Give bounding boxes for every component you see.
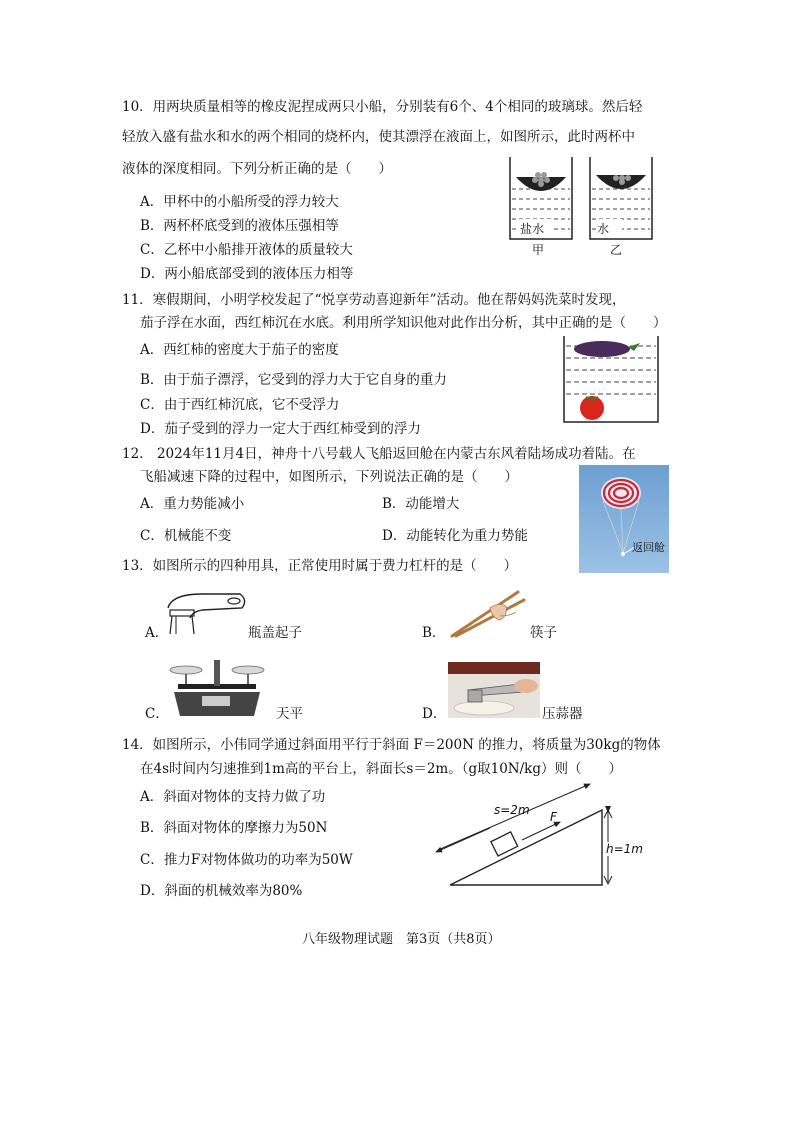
q14-label-force: F bbox=[550, 810, 557, 824]
q10-option-a: A．甲杯中的小船所受的浮力较大 bbox=[140, 194, 339, 210]
page-footer: 八年级物理试题 第3页（共8页） bbox=[302, 932, 501, 947]
q10-stem-line3: 液体的深度相同。下列分析正确的是（ ） bbox=[122, 161, 392, 177]
q11-stem-line1: 11．寒假期间，小明学校发起了“悦享劳动喜迎新年”活动。他在帮妈妈洗菜时发现， bbox=[122, 292, 626, 308]
q14-option-c: C．推力F对物体做功的功率为50W bbox=[140, 852, 353, 868]
q10-option-d: D．两小船底部受到的液体压力相等 bbox=[140, 266, 354, 282]
q11-option-d: D．茄子受到的浮力一定大于西红柿受到的浮力 bbox=[140, 421, 421, 437]
q10-stem-line2: 轻放入盛有盐水和水的两个相同的烧杯内，使其漂浮在液面上，如图所示，此时两杯中 bbox=[122, 129, 635, 145]
q10-option-b: B．两杯杯底受到的液体压强相等 bbox=[140, 218, 339, 234]
eggplant-icon bbox=[574, 341, 630, 357]
q13-option-c-name: 天平 bbox=[276, 706, 303, 722]
q11-option-a: A．西红柿的密度大于茄子的密度 bbox=[140, 342, 339, 358]
q13-garlic-press-icon bbox=[448, 662, 540, 718]
q11-option-c: C．由于西红柿沉底，它不受浮力 bbox=[140, 397, 340, 413]
q10-stem-line1: 10．用两块质量相等的橡皮泥捏成两只小船，分别装有6个、4个相同的玻璃球。然后轻 bbox=[122, 99, 643, 115]
q14-option-a: A．斜面对物体的支持力做了功 bbox=[140, 789, 326, 805]
q14-incline-figure bbox=[430, 782, 660, 892]
q13-balance-scale-icon bbox=[168, 656, 268, 718]
q10-label-cup-jia: 甲 bbox=[532, 243, 545, 257]
q12-option-b: B．动能增大 bbox=[382, 496, 460, 512]
q12-option-d: D．动能转化为重力势能 bbox=[382, 528, 528, 544]
q10-label-saltwater: 盐水 bbox=[520, 222, 545, 236]
q14-label-length: s=2m bbox=[494, 803, 530, 817]
q12-parachute-photo bbox=[579, 465, 669, 573]
q12-stem-line2: 飞船减速下降的过程中，如图所示，下列说法正确的是（ ） bbox=[140, 469, 518, 485]
q13-option-d-letter: D． bbox=[422, 706, 447, 722]
q10-label-cup-yi: 乙 bbox=[610, 243, 623, 257]
q12-label-capsule: 返回舱 bbox=[632, 541, 665, 554]
q10-label-water: 水 bbox=[597, 222, 610, 236]
q13-chopsticks-icon bbox=[446, 586, 526, 638]
q14-label-height: h=1m bbox=[606, 842, 643, 856]
q10-beakers-figure bbox=[502, 155, 662, 255]
q13-bottle-opener-icon bbox=[162, 590, 248, 636]
q13-option-d-name: 压蒜器 bbox=[542, 706, 583, 722]
q14-stem-line2: 在4s时间内匀速推到1m高的平台上，斜面长s＝2m。（g取10N/kg）则（ ） bbox=[140, 761, 622, 777]
q12-stem-line1: 12． 2024年11月4日，神舟十八号载人飞船返回舱在内蒙古东风着陆场成功着陆。在 bbox=[122, 446, 636, 462]
q13-option-c-letter: C． bbox=[145, 706, 169, 722]
q14-option-b: B．斜面对物体的摩擦力为50N bbox=[140, 820, 328, 836]
q11-stem-line2: 茄子浮在水面，西红柿沉在水底。利用所学知识他对此作出分析，其中正确的是（ ） bbox=[140, 315, 667, 331]
q12-option-a: A．重力势能减小 bbox=[140, 496, 245, 512]
q10-option-c: C．乙杯中小船排开液体的质量较大 bbox=[140, 242, 353, 258]
q13-option-b-name: 筷子 bbox=[530, 625, 557, 641]
q13-option-b-letter: B． bbox=[422, 625, 446, 641]
q11-eggplant-tomato-figure bbox=[562, 334, 662, 426]
q13-stem: 13．如图所示的四种用具，正常使用时属于费力杠杆的是（ ） bbox=[122, 558, 518, 574]
parachute-icon bbox=[601, 477, 641, 509]
q14-stem-line1: 14．如图所示，小伟同学通过斜面用平行于斜面 F＝200N 的推力，将质量为30kg的物体 bbox=[122, 737, 661, 753]
q11-option-b: B．由于茄子漂浮，它受到的浮力大于它自身的重力 bbox=[140, 372, 447, 388]
q12-option-c: C．机械能不变 bbox=[140, 528, 232, 544]
q14-option-d: D．斜面的机械效率为80% bbox=[140, 883, 303, 899]
q13-option-a-letter: A． bbox=[145, 625, 169, 641]
q13-option-a-name: 瓶盖起子 bbox=[248, 625, 302, 641]
